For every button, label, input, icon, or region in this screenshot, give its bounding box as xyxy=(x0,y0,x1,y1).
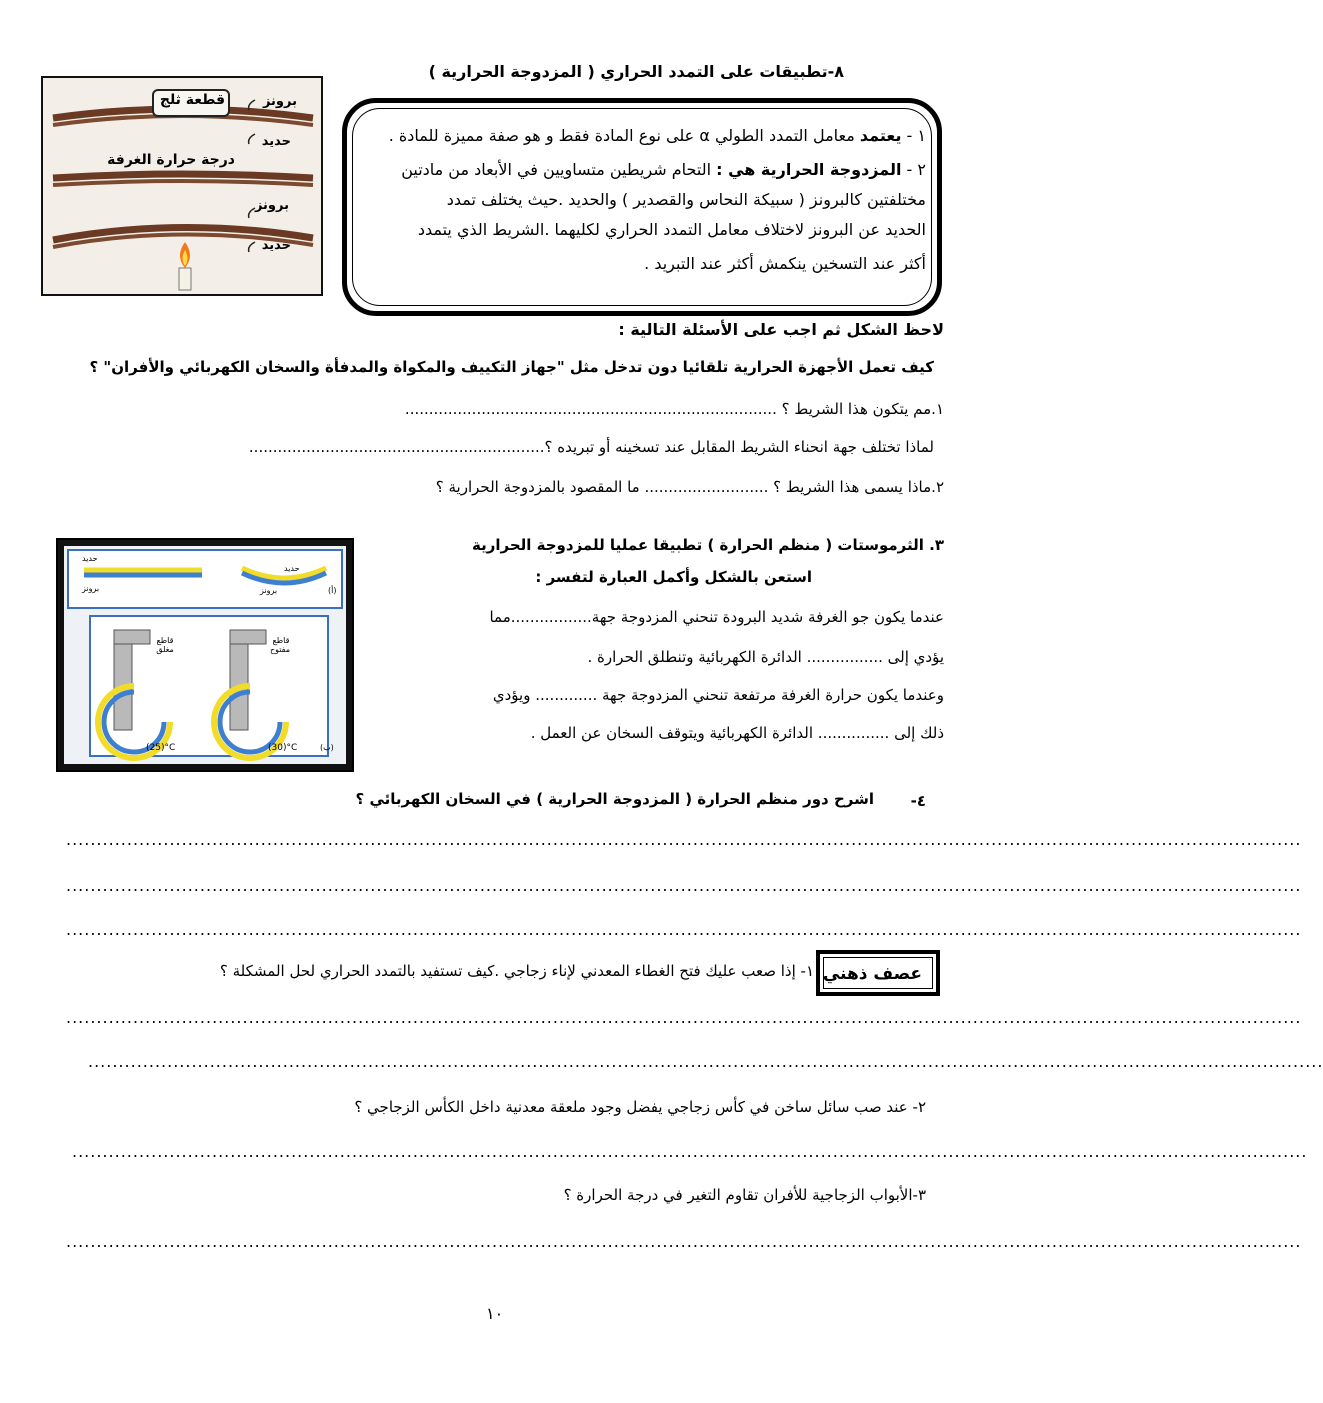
answer-line[interactable]: ........................................................................................................................................................................................................... xyxy=(66,1008,1302,1027)
question-1: ١.مم يتكون هذا الشريط ؟ .............................................................................. xyxy=(404,400,944,418)
label-room-temp: درجة حرارة الغرفة xyxy=(107,152,235,168)
brainstorm-box xyxy=(816,950,940,996)
q4-text: اشرح دور منظم الحرارة ( المزدوجة الحرارية ) في السخان الكهربائي ؟ xyxy=(355,790,874,808)
definition-line-4: الحديد عن البرونز لاختلاف معامل التمدد الحراري لكليهما .الشريط الذي يتمدد xyxy=(417,220,926,239)
questions-intro: لاحظ الشكل ثم اجب على الأسئلة التالية : xyxy=(618,320,944,339)
label-iron-bottom: حديد xyxy=(261,238,291,253)
figure-letter-b: (ب) xyxy=(320,743,334,752)
answer-line[interactable]: ........................................................................................................................................................................................................... xyxy=(88,1052,1323,1071)
thermostat-title: ٣. الثرموستات ( منظم الحرارة ) تطبيقا عمليا للمزدوجة الحرارية xyxy=(472,536,944,554)
bimetal-figure xyxy=(41,76,323,296)
thermostat-line-4: ذلك إلى ............... الدائرة الكهربائية ويتوقف السخان عن العمل . xyxy=(530,724,944,742)
label-bronze-top: برونز xyxy=(262,94,297,109)
label-iron-top: حديد xyxy=(261,134,291,149)
thermostat-figure xyxy=(56,538,354,772)
thermostat-line-3: وعندما يكون حرارة الغرفة مرتفعة تنحني المزدوجة جهة ............. ويؤدي xyxy=(492,686,944,704)
label-bronze-a: برونز xyxy=(82,584,100,593)
answer-line[interactable]: ........................................................................................................................................................................................................... xyxy=(66,830,1302,849)
thermostat-line-1: عندما يكون جو الغرفة شديد البرودة تنحني المزدوجة جهة.................مما xyxy=(489,608,944,626)
brainstorm-q2: ٢- عند صب سائل ساخن في كأس زجاجي يفضل وجود ملعقة معدنية داخل الكأس الزجاجي ؟ xyxy=(354,1098,926,1116)
thermostat-subtitle: استعن بالشكل وأكمل العبارة لتفسر : xyxy=(535,568,812,586)
thermostat-line-2: يؤدي إلى ................ الدائرة الكهربائية وتنطلق الحرارة . xyxy=(587,648,944,666)
answer-line[interactable]: ........................................................................................................................................................................................................... xyxy=(66,876,1302,895)
bimetal-illustration xyxy=(43,78,321,294)
q4-number: ٤- xyxy=(910,792,926,810)
label-bronze-b: برونز xyxy=(260,586,278,595)
temp-right: (30)°C xyxy=(268,743,298,753)
label-iron-a: حديد xyxy=(82,554,98,563)
answer-line[interactable]: ........................................................................................................................................................................................................... xyxy=(66,920,1302,939)
section-title: ٨-تطبيقات على التمدد الحراري ( المزدوجة الحرارية ) xyxy=(428,62,844,81)
brainstorm-label: عصف ذهني xyxy=(822,964,922,984)
definition-line-3: مختلفتين كالبرونز ( سبيكة النحاس والقصدير ) والحديد .حيث يختلف تمدد xyxy=(446,190,926,209)
brainstorm-q1: ١- إذا صعب عليك فتح الغطاء المعدني لإناء زجاجي .كيف تستفيد بالتمدد الحراري لحل المشكلة ؟ xyxy=(219,962,814,980)
temp-left: (25)°C xyxy=(146,743,176,753)
label-ice: قطعة ثلج xyxy=(159,92,225,108)
label-bronze-bottom: برونز xyxy=(254,198,289,213)
questions-main: كيف تعمل الأجهزة الحرارية تلقائيا دون تدخل مثل "جهاز التكييف والمكواة والمدفأة والسخان الكهربائي والأفران" ؟ xyxy=(89,358,934,376)
thermostat-illustration xyxy=(64,546,346,764)
definition-item-1: ١ - يعتمد معامل التمدد الطولي α على نوع المادة فقط و هو صفة مميزة للمادة . xyxy=(388,126,926,145)
page-number: ١٠ xyxy=(486,1304,504,1323)
figure-letter-a: (أ) xyxy=(328,586,337,595)
definition-item-2: ٢ - المزدوجة الحرارية هي : التحام شريطين متساويين في الأبعاد من مادتين xyxy=(401,160,926,179)
brainstorm-q3: ٣-الأبواب الزجاجية للأفران تقاوم التغير في درجة الحرارة ؟ xyxy=(563,1186,926,1204)
definition-line-5: أكثر عند التسخين ينكمش أكثر عند التبريد . xyxy=(644,254,926,273)
question-2: ٢.ماذا يسمى هذا الشريط ؟ .......................... ما المقصود بالمزدوجة الحرارية ؟ xyxy=(435,478,944,496)
question-1b: لماذا تختلف جهة انحناء الشريط المقابل عند تسخينه أو تبريده ؟.............................................................. xyxy=(248,438,934,456)
answer-line[interactable]: ........................................................................................................................................................................................................... xyxy=(66,1232,1302,1251)
label-iron-b: حديد xyxy=(284,564,300,573)
label-switch-closed: قاطع مغلق xyxy=(156,636,174,654)
label-switch-open: قاطع مفتوح xyxy=(269,636,290,654)
answer-line[interactable]: ........................................................................................................................................................................................................... xyxy=(72,1142,1308,1161)
